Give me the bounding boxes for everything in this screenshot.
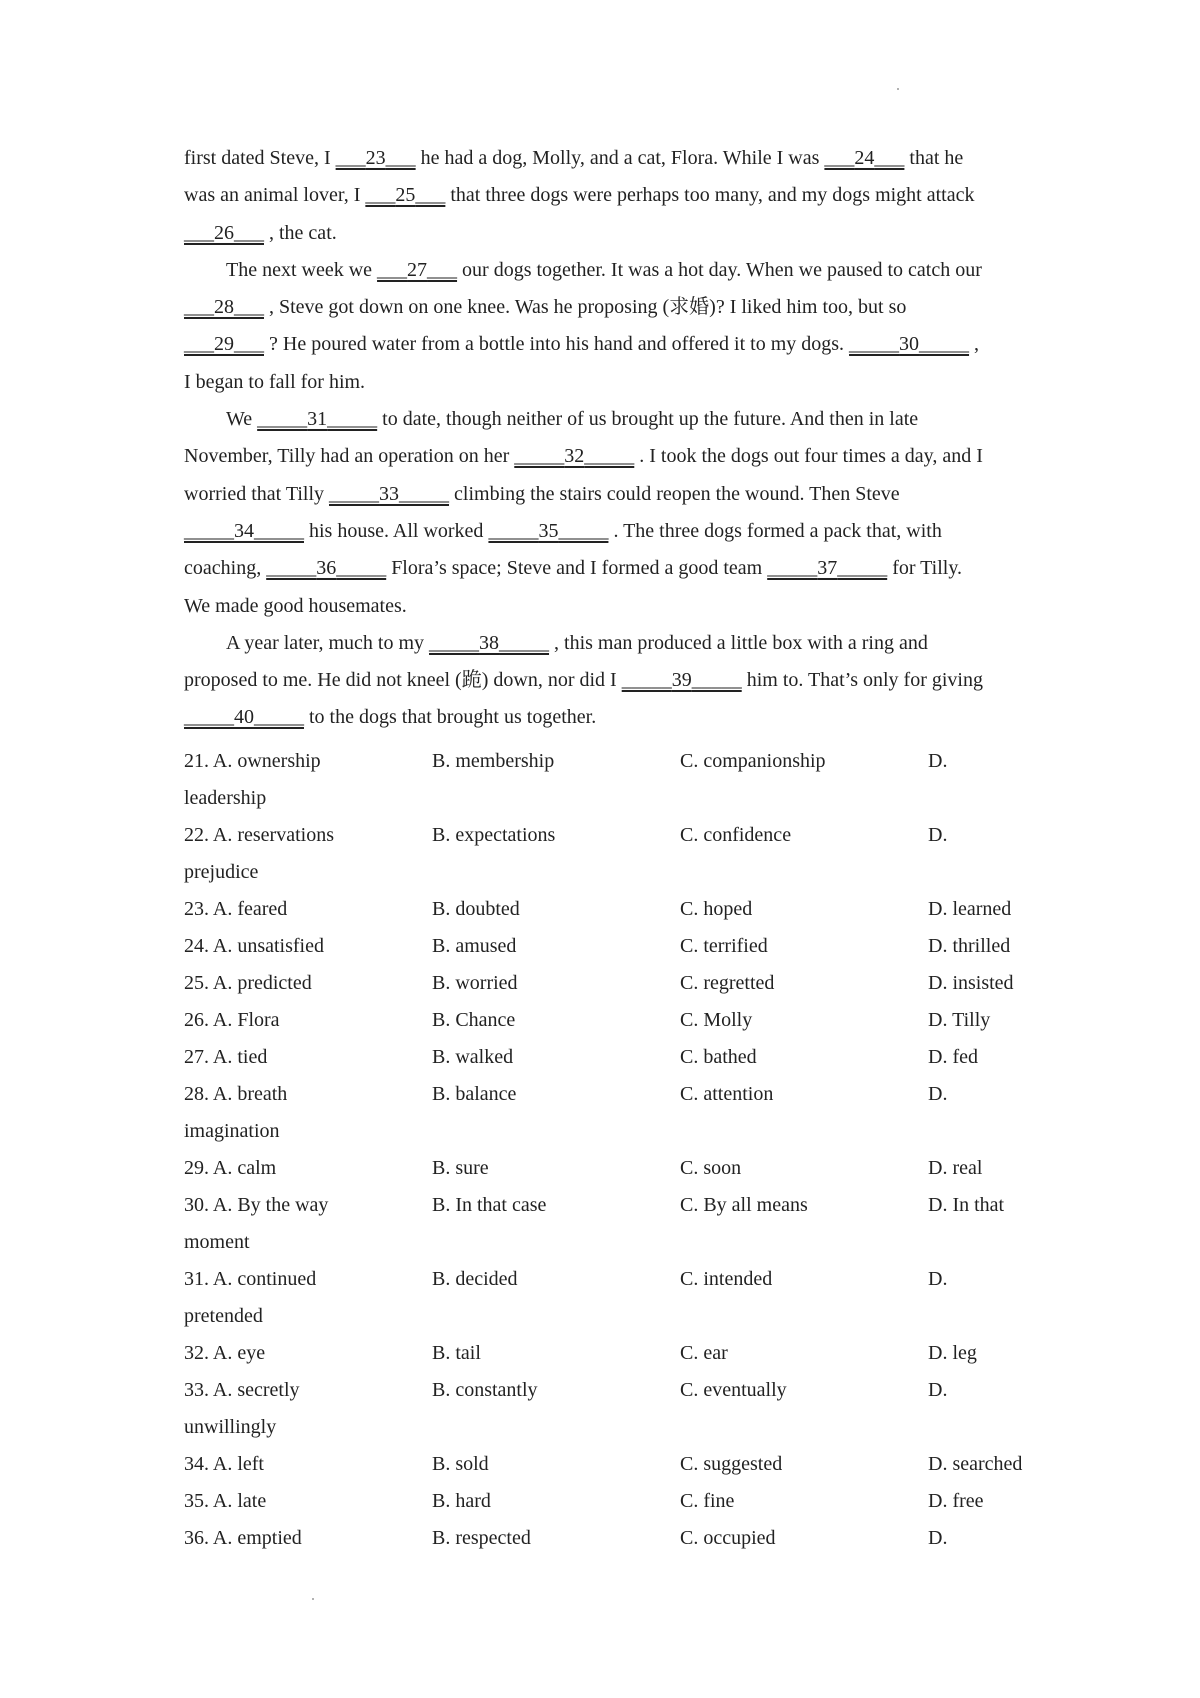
option-c: C. eventually (680, 1379, 787, 1401)
option-d-continuation (184, 858, 1044, 895)
blank-number: 24 (854, 147, 875, 169)
passage-line (184, 181, 1034, 218)
blank-number: 37 (817, 557, 838, 580)
option-a: 33. A. secretly (184, 1379, 300, 1401)
option-c: C. soon (680, 1157, 742, 1179)
blank-number: 26 (214, 221, 234, 244)
question-options-row (184, 932, 1044, 969)
blank-underline: ___ (335, 147, 366, 169)
passage-line (184, 517, 1034, 554)
passage-text: , this man produced a little box with a ring and (549, 631, 928, 654)
passage-line (184, 442, 1034, 479)
option-b: B. doubted (432, 898, 520, 920)
passage-line (184, 554, 1034, 591)
option-a: 29. A. calm (184, 1157, 277, 1179)
option-d: D. fed (928, 1046, 978, 1068)
passage-text: worried that Tilly (184, 482, 330, 505)
question-options-row (184, 747, 1044, 784)
option-d: D. leg (928, 1342, 977, 1364)
question-options-row (184, 1006, 1044, 1043)
passage-text: , the cat. (264, 221, 337, 244)
passage-text: A year later, much to my (226, 631, 430, 654)
blank-37 (767, 554, 887, 582)
blank-number: 23 (365, 147, 386, 169)
blank-number: 36 (316, 557, 337, 580)
option-d-wrapped-text: unwillingly (184, 1416, 277, 1438)
option-a: 28. A. breath (184, 1083, 288, 1105)
blank-underline: _____ (429, 631, 480, 654)
blank-number: 25 (395, 184, 416, 207)
passage-line (184, 330, 1034, 367)
blank-number: 28 (214, 296, 234, 319)
blank-underline: ___ (234, 296, 264, 319)
blank-underline: _____ (514, 445, 565, 468)
blank-underline: ___ (377, 258, 408, 281)
blank-underline: _____ (254, 706, 304, 729)
passage-text: his house. All worked (304, 519, 489, 542)
blank-underline: _____ (558, 519, 609, 542)
passage-text: to the dogs that brought us together. (304, 706, 597, 729)
option-a: 21. A. ownership (184, 750, 321, 772)
option-a: 30. A. By the way (184, 1194, 329, 1216)
blank-underline: ___ (415, 184, 446, 207)
option-d-continuation (184, 1413, 1044, 1450)
blank-30 (849, 330, 969, 358)
option-c: C. intended (680, 1268, 773, 1290)
option-a: 32. A. eye (184, 1342, 266, 1364)
blank-underline: _____ (399, 482, 450, 505)
blank-35 (488, 517, 608, 545)
passage-text: ? He poured water from a bottle into his hand and offered it to my dogs. (264, 333, 850, 356)
option-d: D. free (928, 1490, 984, 1512)
option-d: D. thrilled (928, 935, 1011, 957)
blank-40 (184, 703, 304, 731)
option-d-continuation (184, 1302, 1044, 1339)
blank-underline: _____ (584, 445, 635, 468)
option-d: D. (928, 750, 948, 772)
blank-underline: ___ (427, 258, 458, 281)
option-d: D. learned (928, 898, 1012, 920)
option-d: D. searched (928, 1453, 1023, 1475)
passage-text: The next week we (226, 258, 378, 281)
passage-line (184, 480, 1034, 517)
option-a: 31. A. continued (184, 1268, 317, 1290)
blank-39 (622, 666, 742, 694)
blank-32 (514, 442, 634, 470)
blank-number: 33 (379, 482, 400, 505)
blank-underline: ___ (385, 147, 416, 169)
option-a: 24. A. unsatisfied (184, 935, 324, 957)
blank-31 (257, 405, 377, 433)
blank-underline: ___ (234, 333, 264, 356)
blank-number: 31 (307, 408, 328, 431)
option-d-wrapped-text: imagination (184, 1120, 280, 1142)
passage-text: November, Tilly had an operation on her (184, 445, 515, 468)
option-b: B. worried (432, 972, 518, 994)
blank-number: 39 (671, 669, 692, 692)
option-d-wrapped-text: prejudice (184, 861, 259, 883)
passage-text: coaching, (184, 557, 267, 580)
blank-number: 30 (899, 333, 920, 356)
option-d: D. In that (928, 1194, 1005, 1216)
blank-underline: _____ (254, 519, 304, 542)
blank-underline: _____ (767, 557, 818, 580)
cloze-passage (184, 144, 1034, 741)
option-a: 26. A. Flora (184, 1009, 280, 1031)
option-d-wrapped-text: moment (184, 1231, 250, 1253)
passage-line (184, 293, 1034, 330)
option-b: B. respected (432, 1527, 531, 1549)
blank-underline: _____ (266, 557, 317, 580)
option-c: C. hoped (680, 898, 753, 920)
blank-underline: ___ (824, 147, 855, 169)
blank-33 (329, 480, 449, 508)
passage-text: for Tilly. (887, 557, 963, 580)
question-options-row (184, 1265, 1044, 1302)
blank-underline: _____ (184, 519, 234, 542)
blank-25 (365, 181, 445, 209)
option-d: D. (928, 1527, 948, 1549)
question-options-row (184, 1487, 1044, 1524)
blank-number: 38 (479, 631, 500, 654)
passage-line (184, 629, 1034, 666)
option-d: D. (928, 824, 948, 846)
option-d: D. (928, 1268, 948, 1290)
option-c: C. companionship (680, 750, 826, 772)
blank-23 (336, 144, 416, 172)
option-a: 27. A. tied (184, 1046, 268, 1068)
option-a: 35. A. late (184, 1490, 267, 1512)
option-b: B. walked (432, 1046, 514, 1068)
option-a: 22. A. reservations (184, 824, 334, 846)
blank-underline: _____ (837, 557, 888, 580)
blank-38 (429, 629, 549, 657)
option-c: C. occupied (680, 1527, 776, 1549)
option-d-wrapped-text: pretended (184, 1305, 263, 1327)
passage-line (184, 405, 1034, 442)
option-a: 23. A. feared (184, 898, 288, 920)
passage-line (184, 219, 1034, 256)
option-b: B. amused (432, 935, 517, 957)
option-b: B. hard (432, 1490, 491, 1512)
blank-number: 29 (214, 333, 234, 356)
option-d: D. real (928, 1157, 983, 1179)
passage-text: him to. That’s only for giving (741, 669, 983, 692)
option-c: C. suggested (680, 1453, 783, 1475)
option-b: B. sold (432, 1453, 489, 1475)
passage-text: was an animal lover, I (184, 184, 366, 207)
option-c: C. bathed (680, 1046, 757, 1068)
blank-underline: _____ (336, 557, 387, 580)
blank-36 (266, 554, 386, 582)
blank-24 (824, 144, 904, 172)
blank-underline: _____ (919, 333, 970, 356)
blank-underline: _____ (691, 669, 742, 692)
option-d: D. (928, 1379, 948, 1401)
passage-text: . I took the dogs out four times a day, and I (634, 445, 983, 468)
blank-underline: ___ (184, 296, 214, 319)
passage-line (184, 144, 1034, 181)
option-b: B. decided (432, 1268, 518, 1290)
option-b: B. tail (432, 1342, 481, 1364)
option-b: B. constantly (432, 1379, 538, 1401)
option-d: D. (928, 1083, 948, 1105)
question-options-row (184, 821, 1044, 858)
option-b: B. sure (432, 1157, 489, 1179)
question-options-row (184, 1154, 1044, 1191)
blank-34 (184, 517, 304, 545)
option-b: B. membership (432, 750, 555, 772)
passage-text: . The three dogs formed a pack that, with (608, 519, 942, 542)
passage-text: that three dogs were perhaps too many, and my dogs might attack (445, 184, 975, 207)
passage-text: climbing the stairs could reopen the wound. Then Steve (449, 482, 900, 505)
blank-underline: ___ (184, 221, 214, 244)
question-options-row (184, 1376, 1044, 1413)
passage-text: proposed to me. He did not kneel (跪) down, nor did I (184, 669, 622, 692)
passage-line (184, 368, 1034, 405)
option-c: C. confidence (680, 824, 792, 846)
question-options-row (184, 1450, 1044, 1487)
blank-28 (184, 293, 264, 321)
option-c: C. fine (680, 1490, 735, 1512)
blank-26 (184, 219, 264, 247)
answer-options (184, 747, 1044, 1561)
option-b: B. Chance (432, 1009, 516, 1031)
question-options-row (184, 895, 1044, 932)
blank-underline: _____ (257, 408, 308, 431)
passage-line (184, 666, 1034, 703)
option-b: B. In that case (432, 1194, 547, 1216)
option-d: D. insisted (928, 972, 1014, 994)
option-b: B. balance (432, 1083, 517, 1105)
question-options-row (184, 1524, 1044, 1561)
blank-number: 40 (234, 706, 254, 729)
option-c: C. Molly (680, 1009, 753, 1031)
passage-text: our dogs together. It was a hot day. When we paused to catch our (457, 258, 982, 281)
option-d-continuation (184, 1117, 1044, 1154)
blank-number: 34 (234, 519, 254, 542)
blank-underline: _____ (499, 631, 550, 654)
blank-underline: _____ (488, 519, 539, 542)
blank-underline: _____ (849, 333, 900, 356)
option-c: C. By all means (680, 1194, 808, 1216)
option-a: 36. A. emptied (184, 1527, 302, 1549)
blank-underline: _____ (184, 706, 234, 729)
question-options-row (184, 969, 1044, 1006)
option-d-continuation (184, 784, 1044, 821)
passage-text: We made good housemates. (184, 594, 407, 617)
blank-underline: ___ (184, 333, 214, 356)
option-c: C. regretted (680, 972, 775, 994)
passage-text: to date, though neither of us brought up the future. And then in late (377, 408, 919, 431)
passage-text: that he (904, 147, 964, 169)
option-d-continuation (184, 1228, 1044, 1265)
passage-line (184, 592, 1034, 629)
blank-number: 32 (564, 445, 585, 468)
passage-text: he had a dog, Molly, and a cat, Flora. While I was (415, 147, 825, 169)
blank-29 (184, 330, 264, 358)
blank-underline: ___ (874, 147, 905, 169)
blank-number: 27 (407, 258, 428, 281)
option-b: B. expectations (432, 824, 556, 846)
passage-line (184, 256, 1034, 293)
blank-underline: _____ (327, 408, 378, 431)
passage-text: Flora’s space; Steve and I formed a good team (386, 557, 768, 580)
blank-underline: ___ (234, 221, 264, 244)
scan-speck (897, 88, 899, 90)
question-options-row (184, 1191, 1044, 1228)
option-c: C. ear (680, 1342, 728, 1364)
option-a: 25. A. predicted (184, 972, 312, 994)
blank-number: 35 (538, 519, 559, 542)
passage-text: We (226, 408, 258, 431)
scan-speck (312, 1598, 314, 1600)
passage-text: , (969, 333, 980, 356)
passage-line (184, 703, 1034, 740)
option-c: C. attention (680, 1083, 774, 1105)
question-options-row (184, 1080, 1044, 1117)
passage-text: , Steve got down on one knee. Was he proposing (求婚)? I liked him too, but so (264, 296, 907, 319)
question-options-row (184, 1339, 1044, 1376)
passage-text: I began to fall for him. (184, 370, 366, 393)
blank-27 (377, 256, 457, 284)
option-d-wrapped-text: leadership (184, 787, 267, 809)
option-d: D. Tilly (928, 1009, 991, 1031)
blank-underline: _____ (329, 482, 380, 505)
option-a: 34. A. left (184, 1453, 264, 1475)
blank-underline: _____ (621, 669, 672, 692)
passage-text: first dated Steve, I (184, 147, 336, 169)
question-options-row (184, 1043, 1044, 1080)
option-c: C. terrified (680, 935, 768, 957)
blank-underline: ___ (365, 184, 396, 207)
